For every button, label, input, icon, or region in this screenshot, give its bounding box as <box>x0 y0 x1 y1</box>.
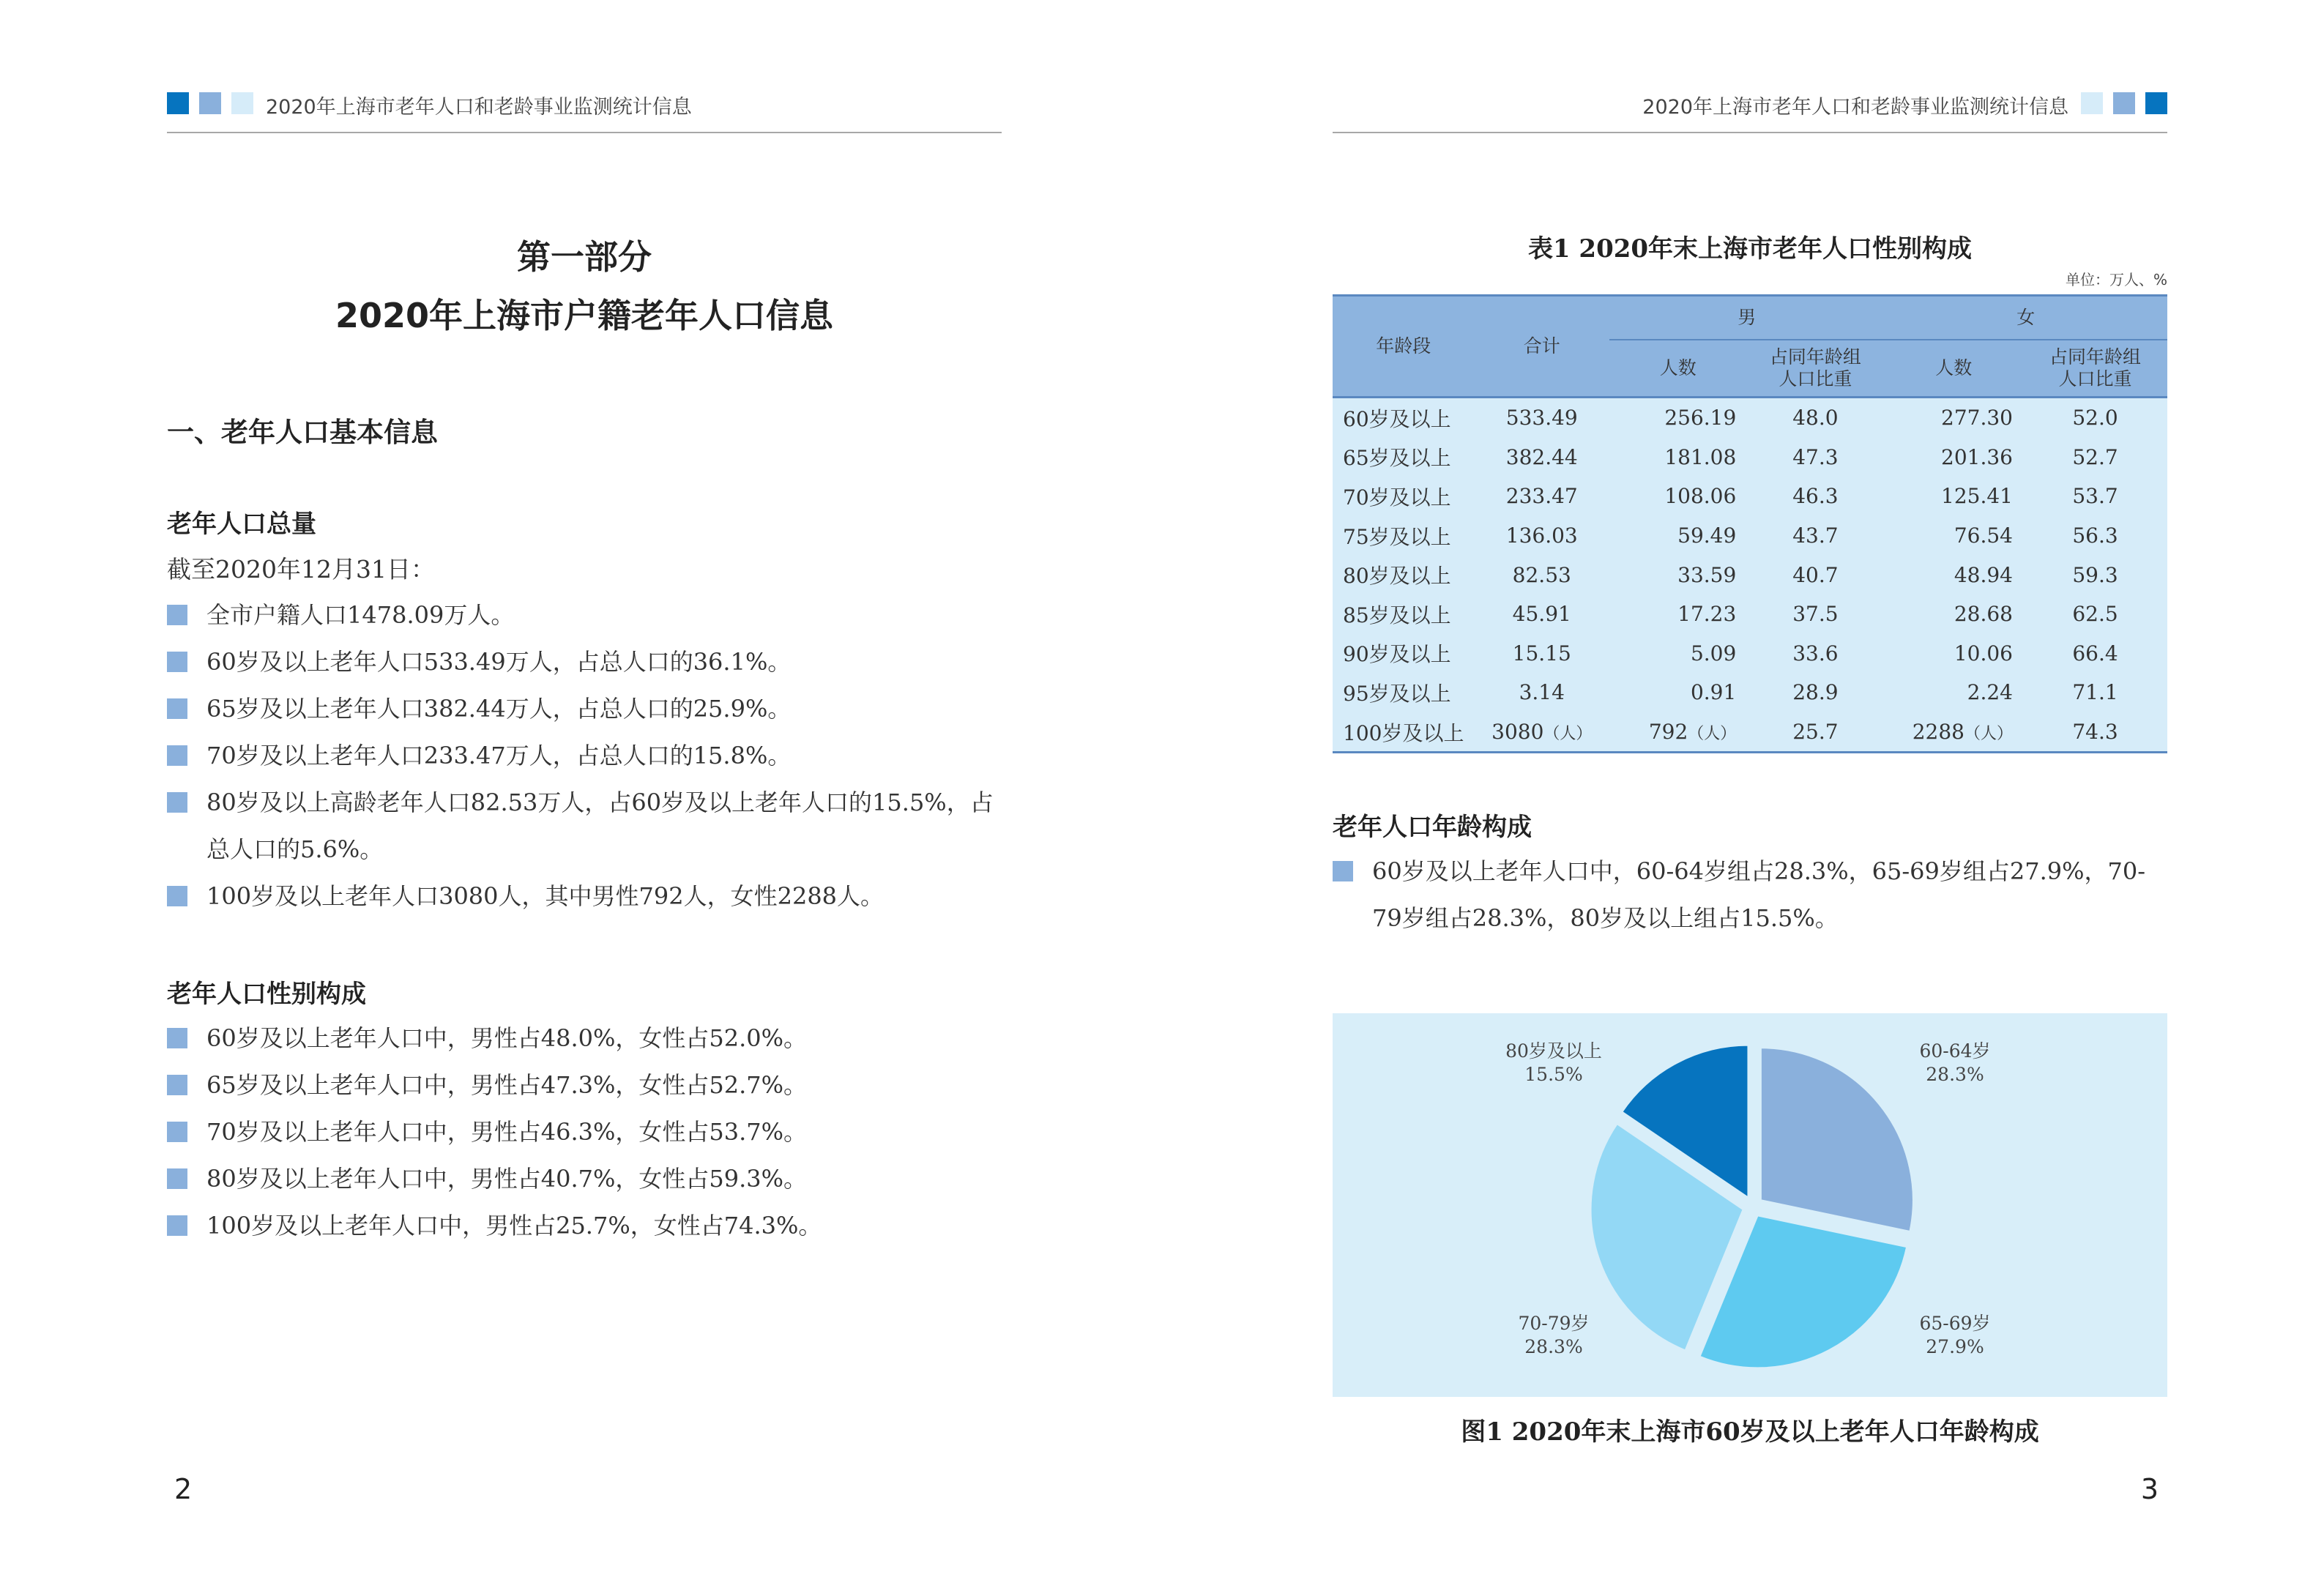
total-heading: 老年人口总量 <box>167 510 316 539</box>
bullet-square <box>167 1168 187 1189</box>
table-header-male-ratio: 占同年龄组 人口比重 <box>1746 340 1884 398</box>
header-square-mid <box>199 92 221 114</box>
pie-slice-value: 15.5% <box>1524 1064 1583 1085</box>
table-header-female-count: 人数 <box>1884 340 2023 398</box>
bullet-square <box>167 1215 187 1236</box>
table-row: 65岁及以上 382.44 181.08 47.3 201.36 52.7 <box>1333 438 2167 477</box>
bullet-square <box>167 1122 187 1142</box>
right-page <box>1162 0 2324 1577</box>
table-header-female-ratio: 占同年龄组 人口比重 <box>2023 340 2167 398</box>
list-item: 70岁及以上老年人口中，男性占46.3%，女性占53.7%。 <box>167 1108 1009 1155</box>
part-title: 第一部分 <box>517 237 652 277</box>
pie-slice-value: 28.3% <box>1926 1064 1984 1085</box>
gender-heading: 老年人口性别构成 <box>167 980 366 1009</box>
header-square-dark <box>167 92 189 114</box>
total-intro: 截至2020年12月31日： <box>167 555 435 584</box>
list-item: 65岁及以上老年人口382.44万人，占总人口的25.9%。 <box>167 685 1009 732</box>
section-heading: 一、老年人口基本信息 <box>167 417 438 448</box>
table-header-female: 女 <box>1884 296 2167 340</box>
list-item: 65岁及以上老年人口中，男性占47.3%，女性占52.7%。 <box>167 1062 1009 1108</box>
pie-slice-value: 27.9% <box>1926 1336 1984 1357</box>
list-item: 全市户籍人口1478.09万人。 <box>167 592 1009 638</box>
gender-table <box>1333 294 2167 753</box>
table-row: 90岁及以上 15.15 5.09 33.6 10.06 66.4 <box>1333 634 2167 674</box>
page-number: 2 <box>174 1473 193 1505</box>
list-item: 100岁及以上老年人口3080人，其中男性792人，女性2288人。 <box>167 873 1009 920</box>
person-unit: （人） <box>1688 725 1737 744</box>
part-subtitle: 2020年上海市户籍老年人口信息 <box>335 296 834 335</box>
bullet-square <box>167 652 187 672</box>
bullet-square <box>167 605 187 625</box>
running-header <box>1333 89 2167 133</box>
person-unit: （人） <box>1543 725 1593 744</box>
pie-slice-name: 60-64岁 <box>1919 1040 1991 1062</box>
table-unit: 单位：万人、% <box>2065 271 2167 288</box>
list-item: 80岁及以上老年人口中，男性占40.7%，女性占59.3%。 <box>167 1155 1009 1202</box>
header-title: 2020年上海市老年人口和老龄事业监测统计信息 <box>266 96 692 119</box>
page-number: 3 <box>2140 1473 2159 1505</box>
person-unit: （人） <box>1964 725 2013 744</box>
age-structure-heading: 老年人口年龄构成 <box>1333 813 1532 842</box>
bullet-square <box>167 886 187 906</box>
bullet-square <box>167 1028 187 1048</box>
table-header-age: 年龄段 <box>1333 296 1474 398</box>
header-title: 2020年上海市老年人口和老龄事业监测统计信息 <box>1642 96 2068 119</box>
header-square-dark <box>2145 92 2167 114</box>
list-item: 70岁及以上老年人口233.47万人，占总人口的15.8%。 <box>167 732 1009 779</box>
pie-slice-name: 70-79岁 <box>1518 1313 1590 1334</box>
bullet-square <box>167 745 187 766</box>
pie-slice-value: 28.3% <box>1524 1336 1583 1357</box>
running-header <box>167 89 1002 133</box>
list-item: 60岁及以上老年人口中，60-64岁组占28.3%，65-69岁组占27.9%，70-79岁组占28.3%，80岁及以上组占15.5%。 <box>1333 848 2153 942</box>
pie-slice-name: 80岁及以上 <box>1505 1040 1602 1062</box>
table-header-male-count: 人数 <box>1609 340 1746 398</box>
pie-slice <box>1761 1048 1913 1231</box>
table-header-total: 合计 <box>1474 296 1609 398</box>
bullet-square <box>167 698 187 719</box>
list-item: 100岁及以上老年人口中，男性占25.7%，女性占74.3%。 <box>167 1202 1009 1249</box>
table-row: 80岁及以上 82.53 33.59 40.7 48.94 59.3 <box>1333 555 2167 594</box>
pie-slice-name: 65-69岁 <box>1919 1313 1991 1334</box>
header-square-light <box>2081 92 2103 114</box>
list-item: 60岁及以上老年人口533.49万人，占总人口的36.1%。 <box>167 638 1009 685</box>
header-square-mid <box>2113 92 2135 114</box>
header-square-light <box>231 92 253 114</box>
table-row: 85岁及以上 45.91 17.23 37.5 28.68 62.5 <box>1333 594 2167 634</box>
list-item: 80岁及以上高龄老年人口82.53万人，占60岁及以上老年人口的15.5%，占总人口的5.6%。 <box>167 779 994 873</box>
pie-chart <box>1333 1013 2167 1397</box>
table-title: 表1 2020年末上海市老年人口性别构成 <box>1527 234 1973 264</box>
pie-chart-area <box>1333 1013 2167 1397</box>
table-row: 100岁及以上 3080（人） 792（人） 25.7 2288（人） 74.3 <box>1333 712 2167 753</box>
table-row: 60岁及以上 533.49 256.19 48.0 277.30 52.0 <box>1333 398 2167 438</box>
bullet-square <box>167 1075 187 1095</box>
table-row: 75岁及以上 136.03 59.49 43.7 76.54 56.3 <box>1333 516 2167 556</box>
chart-caption: 图1 2020年末上海市60岁及以上老年人口年龄构成 <box>1461 1417 2039 1447</box>
table-header-male: 男 <box>1609 296 1884 340</box>
bullet-square <box>1333 861 1353 881</box>
bullet-square <box>167 792 187 813</box>
table-row: 70岁及以上 233.47 108.06 46.3 125.41 53.7 <box>1333 477 2167 516</box>
list-item: 60岁及以上老年人口中，男性占48.0%，女性占52.0%。 <box>167 1015 1009 1062</box>
table-row: 95岁及以上 3.14 0.91 28.9 2.24 71.1 <box>1333 673 2167 712</box>
